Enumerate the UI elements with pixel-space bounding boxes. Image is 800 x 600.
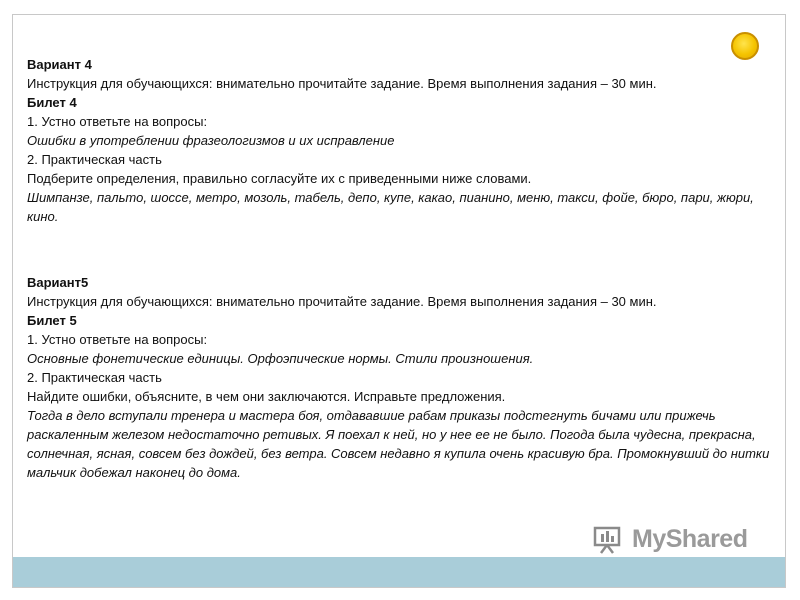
variant5-question-1-topic: Основные фонетические единицы. Орфоэпические нормы. Стили произношения. [27, 351, 534, 366]
myshared-logo-text: MyShared [632, 524, 748, 553]
variant4-question-1-topic: Ошибки в употреблении фразеологизмов и их исправление [27, 133, 395, 148]
myshared-logo-icon [592, 524, 626, 554]
variant5-ticket: Билет 5 [27, 313, 77, 328]
slide [12, 14, 786, 588]
footer-band [13, 557, 785, 587]
variant4-words: Шимпанзе, пальто, шоссе, метро, мозоль, табель, депо, купе, какао, пианино, меню, такси, фойе, бюро, пари, жюри, кино. [27, 190, 754, 224]
variant4-title: Вариант 4 [27, 57, 92, 72]
variant4-instruction: Инструкция для обучающихся: внимательно прочитайте задание. Время выполнения задания – 30 мин. [27, 76, 657, 91]
variant4-question-1: 1. Устно ответьте на вопросы: [27, 114, 208, 129]
variant5-instruction: Инструкция для обучающихся: внимательно прочитайте задание. Время выполнения задания – 30 мин. [27, 294, 657, 309]
variant4-task: Подберите определения, правильно согласуйте их с приведенными ниже словами. [27, 171, 532, 186]
variant5-question-1: 1. Устно ответьте на вопросы: [27, 332, 208, 347]
variant5-title: Вариант5 [27, 275, 89, 290]
variant4-ticket: Билет 4 [27, 95, 77, 110]
myshared-logo [592, 522, 747, 556]
slide-content [27, 55, 779, 482]
variant4-question-2: 2. Практическая часть [27, 152, 162, 167]
variant5-sentences: Тогда в дело вступали тренера и мастера боя, отдававшие рабам приказы подстегнуть бичами или прижечь раскаленным железом недостаточно ретивых. Я поехал к ней, но у нее ее не было. Погода была чудесна, прекрасна, солнечная, ясная, совсем без дождей, без ветра. Совсем недавно я купила очень красивую бра. Промокнувший до нитки мальчик добежал наконец до дома. [27, 408, 770, 480]
spacer [27, 226, 779, 273]
variant5-task: Найдите ошибки, объясните, в чем они заключаются. Исправьте предложения. [27, 389, 506, 404]
variant5-question-2: 2. Практическая часть [27, 370, 162, 385]
